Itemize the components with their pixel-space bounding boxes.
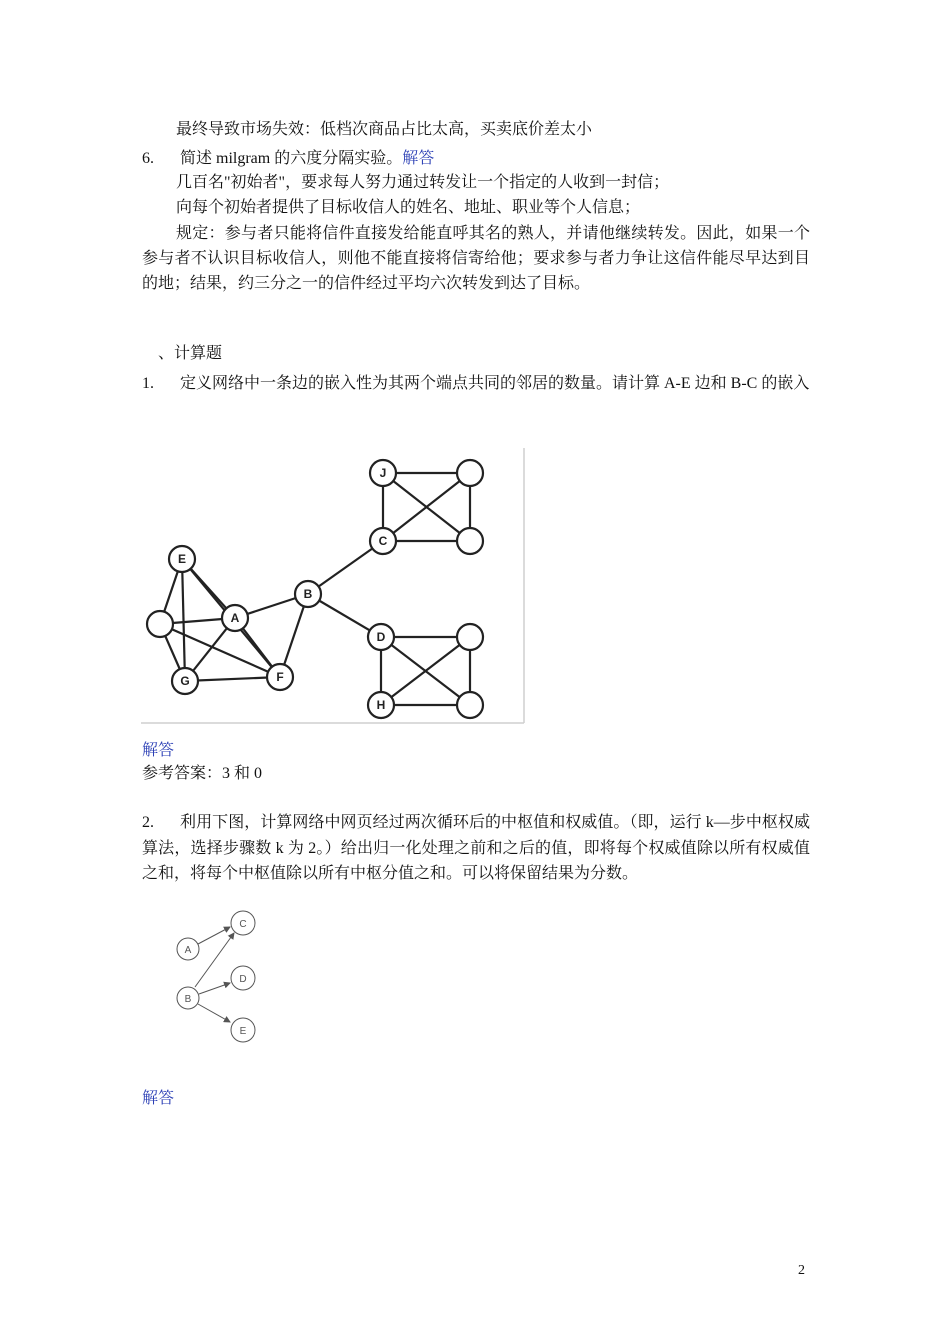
q6-line-2: 向每个初始者提供了目标收信人的姓名、地址、职业等个人信息； xyxy=(176,199,641,216)
label-e: E xyxy=(239,1026,247,1037)
q5-tail-text: 最终导致市场失效：低档次商品占比太高，买卖底价差太小 xyxy=(176,121,593,138)
node-unlabeled-c-right xyxy=(457,528,483,554)
label-b: B xyxy=(303,587,313,601)
c2-question xyxy=(142,810,810,887)
label-d: D xyxy=(376,630,386,644)
q6-line-1: 几百名"初始者"，要求每人努力通过转发让一个指定的人收到一封信； xyxy=(176,174,670,191)
label-g: G xyxy=(180,674,190,688)
node-unlabeled-d-right xyxy=(457,624,483,650)
label-c: C xyxy=(378,534,388,548)
c2-number: 2. xyxy=(142,814,154,831)
q6-line-3: 规定：参与者只能将信件直接发给能直呼其名的熟人，并请他继续转发。因此，如果一个参与者不认识目标收信人，则他不能直接将信寄给他；要求参与者力争让这信件能尽早达到目的地；结果，约三分之一的信件经过平均六次转发到达了目标。 xyxy=(142,225,810,292)
hub-authority-graph-figure xyxy=(168,905,268,1049)
label-e: E xyxy=(177,552,187,566)
section-title: 、计算题 xyxy=(158,345,223,362)
label-a: A xyxy=(230,611,240,625)
q6-heading xyxy=(142,147,810,171)
label-f: F xyxy=(276,670,284,684)
c1-answer-text: 参考答案：3 和 0 xyxy=(142,765,263,782)
c1-answer-link[interactable]: 解答 xyxy=(142,742,175,759)
label-h: H xyxy=(376,698,386,712)
label-b: B xyxy=(184,994,192,1005)
page-number: 2 xyxy=(798,1263,805,1278)
label-c: C xyxy=(239,919,247,930)
c2-answer-link[interactable]: 解答 xyxy=(142,1090,175,1107)
node-unlabeled-left xyxy=(147,611,173,637)
label-a: A xyxy=(184,945,192,956)
c1-text: 定义网络中一条边的嵌入性为其两个端点共同的邻居的数量。请计算 A-E 边和 B-C 的嵌入 xyxy=(180,375,810,392)
q6-answer-link[interactable]: 解答 xyxy=(402,150,435,167)
c1-question xyxy=(142,372,810,396)
q6-title: 简述 milgram 的六度分隔实验。 xyxy=(180,150,403,167)
q6-number: 6. xyxy=(142,150,154,167)
label-d: D xyxy=(239,974,247,985)
node-unlabeled-top-right xyxy=(457,460,483,486)
label-j: J xyxy=(379,466,387,480)
c2-text: 利用下图，计算网络中网页经过两次循环后的中枢值和权威值。（即，运行 k—步中枢权威算法，选择步骤数 k 为 2。）给出归一化处理之前和之后的值，即将每个权威值除以所有权威值之和，将每个中枢值除以所有中枢分值之和。可以将保留结果为分数。 xyxy=(142,814,810,882)
embeddedness-graph-figure xyxy=(140,447,526,725)
c1-number: 1. xyxy=(142,375,154,392)
node-unlabeled-h-right xyxy=(457,692,483,718)
